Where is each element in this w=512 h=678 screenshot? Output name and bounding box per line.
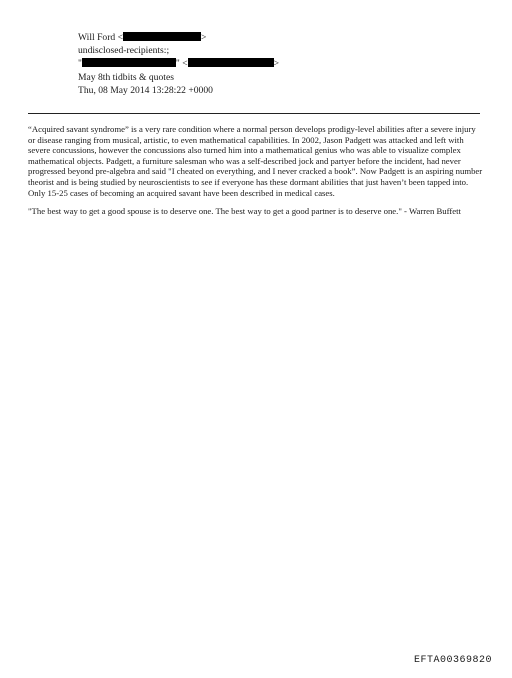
to-value: undisclosed-recipients:; bbox=[78, 45, 170, 56]
from-name: Will Ford < bbox=[78, 32, 123, 43]
bcc-end: > bbox=[273, 58, 280, 69]
date-value: Thu, 08 May 2014 13:28:22 +0000 bbox=[78, 85, 213, 96]
redaction-bar bbox=[123, 32, 201, 41]
email-body bbox=[28, 124, 484, 225]
from-value bbox=[78, 32, 206, 44]
redaction-bar bbox=[188, 58, 274, 67]
bcc-mid: " < bbox=[175, 58, 188, 69]
redaction-bar bbox=[82, 58, 176, 67]
document-id: EFTA00369820 bbox=[413, 655, 492, 666]
body-paragraph: “Acquired savant syndrome” is a very rare condition where a normal person develops prodigy-level abilities after a severe injury or disease ranging from musical, artistic, to even mathematical capabilities. In 2002, Jason Padgett was attacked and left with severe concussions, however the concussions also turned him into a mathematical genius who was able to visualize complex mathematical objects. Padgett, a furniture salesman who was a self-described jock and partyer before the incident, had never progressed beyond pre-algebra and said "I cheated on everything, and I never cracked a book”. Now Padgett is an aspiring number theorist and is being studied by neuroscientists to see if everyone has these dormant abilities that just haven’t been tapped into. Only 15-25 cases of becoming an acquired savant have been described in medical cases. bbox=[28, 124, 483, 198]
header-divider bbox=[28, 113, 480, 114]
subject-value: May 8th tidbits & quotes bbox=[78, 72, 174, 83]
bcc-quote-open: " bbox=[78, 58, 82, 69]
quote-paragraph: "The best way to get a good spouse is to deserve one. The best way to get a good partner is to deserve one." - Warren Buffett bbox=[28, 206, 461, 217]
bcc-value bbox=[78, 58, 279, 70]
from-end: > bbox=[201, 32, 207, 43]
